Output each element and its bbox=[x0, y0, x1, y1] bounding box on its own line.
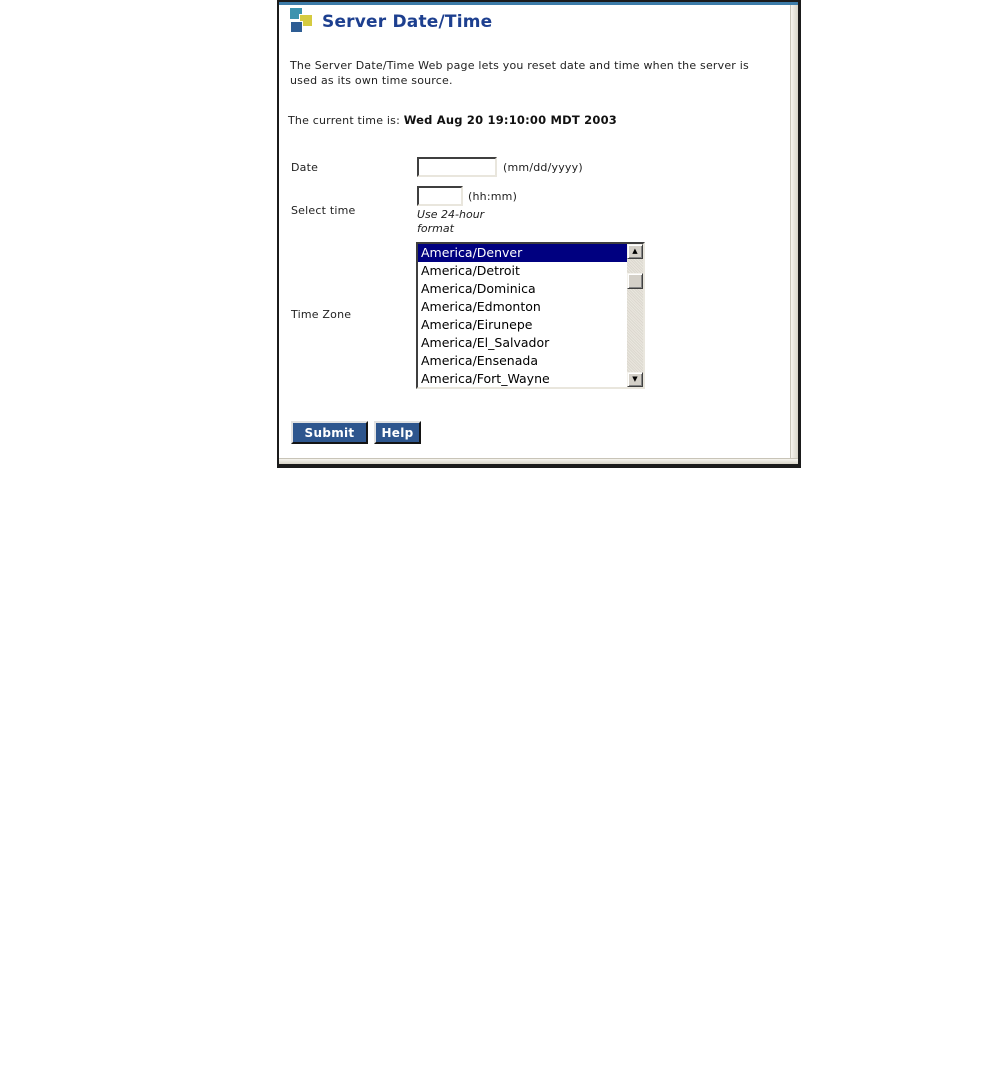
timezone-listbox[interactable] bbox=[416, 242, 645, 389]
timezone-label: Time Zone bbox=[291, 308, 352, 321]
timezone-option[interactable]: America/Dominica bbox=[421, 281, 536, 296]
select-time-label: Select time bbox=[291, 204, 356, 217]
date-input[interactable] bbox=[417, 157, 497, 177]
timezone-option[interactable]: America/Eirunepe bbox=[421, 317, 533, 332]
logo-square-navy bbox=[291, 21, 303, 32]
current-time-label: The current time is: bbox=[288, 114, 400, 127]
timezone-option[interactable]: America/Ensenada bbox=[421, 353, 538, 368]
scroll-down-icon: ▼ bbox=[632, 375, 638, 383]
timezone-option[interactable]: America/Denver bbox=[418, 244, 627, 262]
date-format-hint: (mm/dd/yyyy) bbox=[503, 161, 583, 174]
time-format-hint: (hh:mm) bbox=[468, 190, 518, 203]
current-time-value: Wed Aug 20 19:10:00 MDT 2003 bbox=[403, 113, 617, 127]
squares-logo-icon bbox=[290, 8, 316, 34]
frame-top-accent-line bbox=[279, 2, 798, 5]
time-note-line2: format bbox=[417, 222, 454, 235]
date-label: Date bbox=[291, 161, 319, 174]
frame-scrollbar-gutter-right bbox=[790, 5, 798, 458]
page-title: Server Date/Time bbox=[322, 12, 493, 32]
timezone-option[interactable]: America/Detroit bbox=[421, 263, 520, 278]
scrollbar-thumb[interactable] bbox=[627, 273, 643, 289]
page-description: The Server Date/Time Web page lets you reset date and time when the server is used as its own time source. bbox=[290, 59, 749, 87]
scroll-up-button[interactable] bbox=[627, 244, 643, 259]
time-note-line1: Use 24-hour bbox=[417, 208, 485, 221]
scroll-down-button[interactable] bbox=[627, 372, 643, 387]
timezone-scrollbar[interactable] bbox=[627, 244, 643, 387]
scroll-up-icon: ▲ bbox=[632, 247, 638, 255]
timezone-option[interactable]: America/El_Salvador bbox=[421, 335, 550, 350]
frame-scrollbar-gutter-bottom bbox=[279, 458, 798, 464]
timezone-option-list[interactable] bbox=[418, 244, 627, 387]
help-button[interactable]: Help bbox=[374, 421, 421, 444]
time-input[interactable] bbox=[417, 186, 463, 206]
timezone-option[interactable]: America/Edmonton bbox=[421, 299, 541, 314]
current-time-line bbox=[288, 113, 617, 127]
submit-button[interactable]: Submit bbox=[291, 421, 368, 444]
server-datetime-frame bbox=[277, 0, 801, 468]
timezone-option[interactable]: America/Fort_Wayne bbox=[421, 371, 550, 386]
